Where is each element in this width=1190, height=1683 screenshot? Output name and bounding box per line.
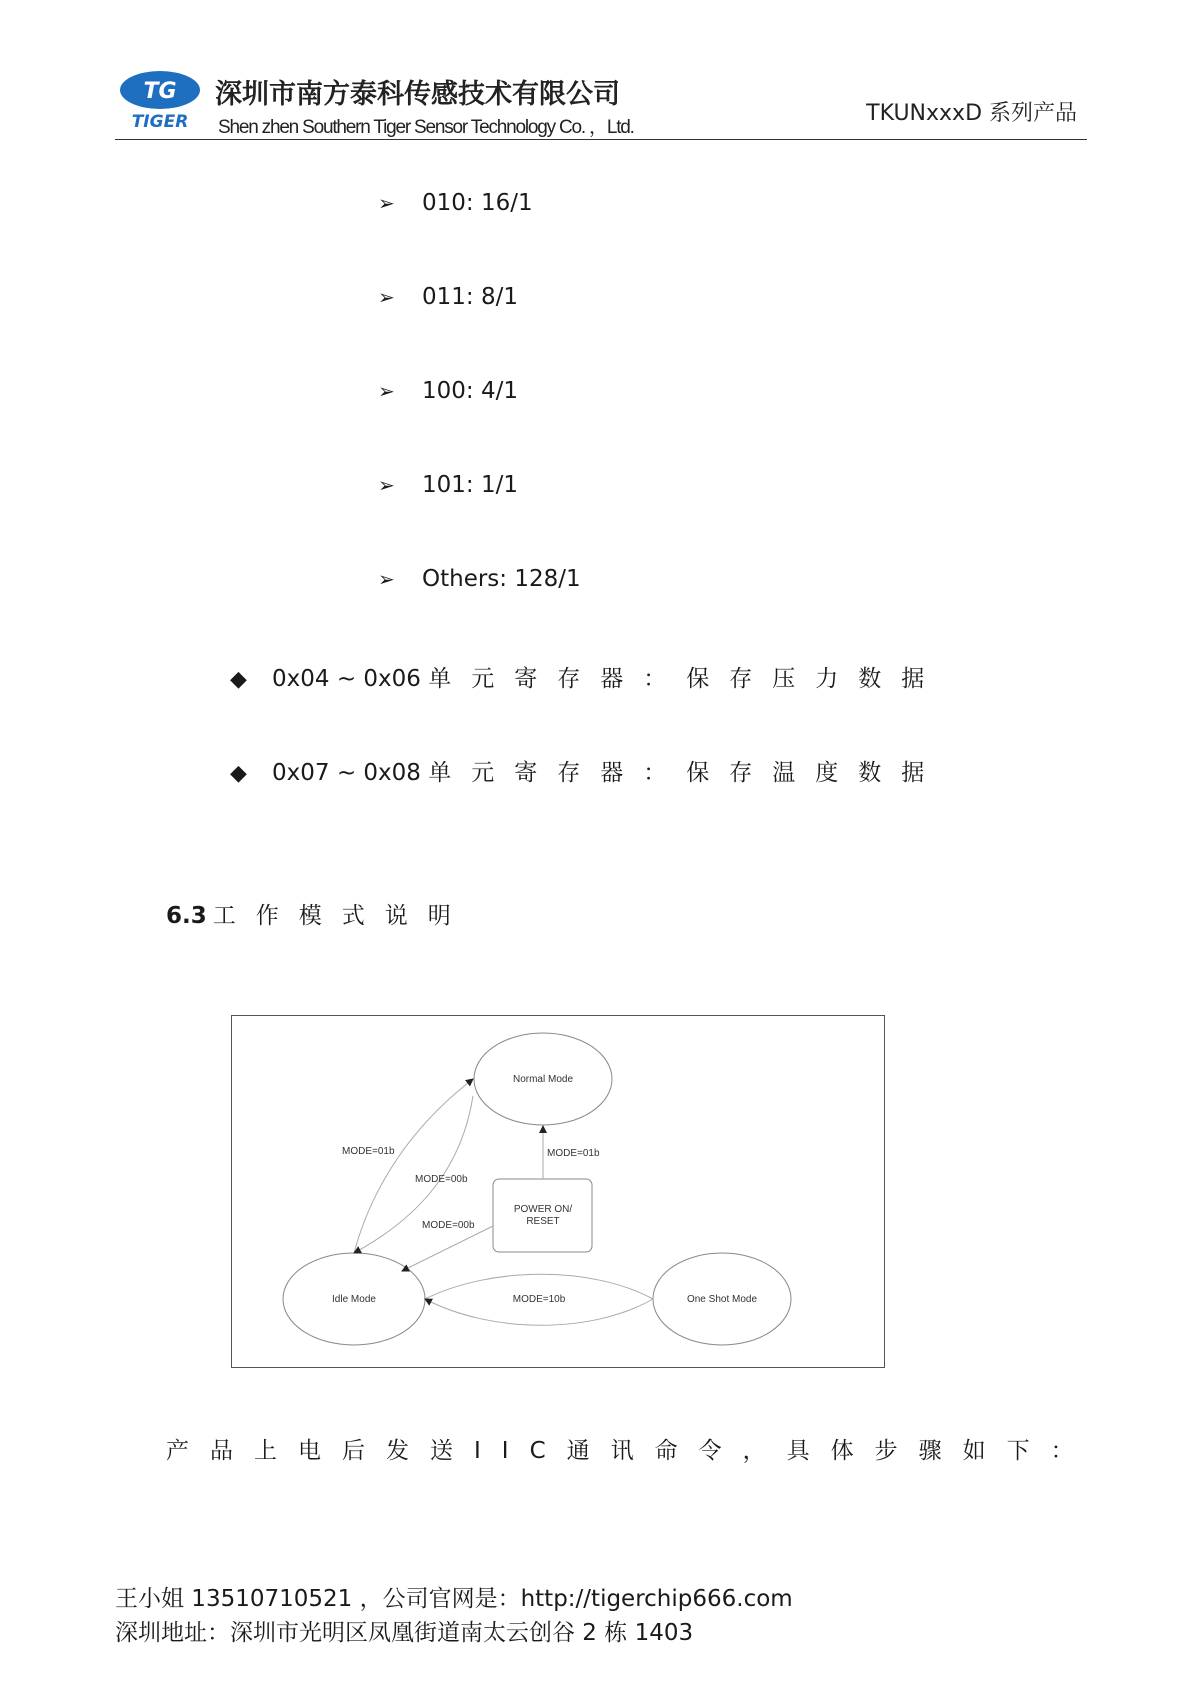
diamond-bullet-icon: ◆ — [230, 667, 247, 692]
list-item-text: 010: 16/1 — [422, 190, 533, 216]
edge-label: MODE=10b — [512, 1294, 566, 1305]
footer-address: 深圳地址：深圳市光明区凤凰街道南太云创谷 2 栋 1403 — [115, 1620, 694, 1646]
register-range: 0x07 ~ 0x08 — [272, 760, 421, 786]
reset-label: RESET — [526, 1216, 560, 1227]
edge-label: MODE=00b — [422, 1220, 475, 1231]
list-item-text: Others: 128/1 — [422, 566, 581, 592]
edge-label: MODE=01b — [342, 1146, 395, 1157]
edge-power-to-idle — [402, 1226, 493, 1271]
register-description: 单元寄存器：保存温度数据 — [428, 760, 945, 786]
section-number: 6.3 — [166, 903, 207, 929]
section-heading — [166, 897, 471, 930]
list-item-text: 011: 8/1 — [422, 284, 518, 310]
svg-text:TG: TG — [143, 79, 177, 104]
header-divider — [115, 139, 1087, 140]
arrow-bullet-icon: ➢ — [378, 285, 395, 309]
product-series: TKUNxxxD 系列产品 — [866, 101, 1077, 126]
edge-label: MODE=00b — [415, 1174, 468, 1185]
page-header — [115, 62, 1087, 142]
arrow-bullet-icon: ➢ — [378, 473, 395, 497]
mode-state-diagram — [231, 1015, 885, 1368]
list-item — [378, 566, 581, 592]
svg-text:TIGER: TIGER — [131, 112, 189, 132]
list-item — [378, 190, 533, 216]
edge-label: MODE=01b — [547, 1148, 600, 1159]
register-item — [230, 754, 944, 787]
section-title: 工作模式说明 — [212, 903, 471, 929]
company-name-cn: 深圳市南方泰科传感技术有限公司 — [215, 79, 620, 110]
list-item — [378, 472, 518, 498]
list-item-text: 101: 1/1 — [422, 472, 518, 498]
list-item-text: 100: 4/1 — [422, 378, 518, 404]
one-shot-mode-label: One Shot Mode — [686, 1294, 758, 1305]
power-on-label: POWER ON/ — [513, 1204, 573, 1215]
register-item — [230, 660, 944, 693]
list-item — [378, 284, 518, 310]
steps-intro: 产品上电后发送IIC通讯命令，具体步骤如下： — [166, 1438, 1095, 1464]
arrow-bullet-icon: ➢ — [378, 567, 395, 591]
register-description: 单元寄存器：保存压力数据 — [428, 666, 945, 692]
footer-contact: 王小姐 13510710521 ，公司官网是：http://tigerchip666.com — [115, 1586, 793, 1612]
register-range: 0x04 ~ 0x06 — [272, 666, 421, 692]
normal-mode-label: Normal Mode — [512, 1074, 574, 1085]
company-name-en: Shen zhen Southern Tiger Sensor Technology Co. ，Ltd. — [218, 117, 634, 138]
list-item — [378, 378, 518, 404]
tiger-logo-icon — [115, 68, 205, 132]
state-diagram-svg — [232, 1016, 884, 1367]
arrow-bullet-icon: ➢ — [378, 379, 395, 403]
idle-mode-label: Idle Mode — [332, 1294, 376, 1305]
arrow-bullet-icon: ➢ — [378, 191, 395, 215]
diamond-bullet-icon: ◆ — [230, 761, 247, 786]
